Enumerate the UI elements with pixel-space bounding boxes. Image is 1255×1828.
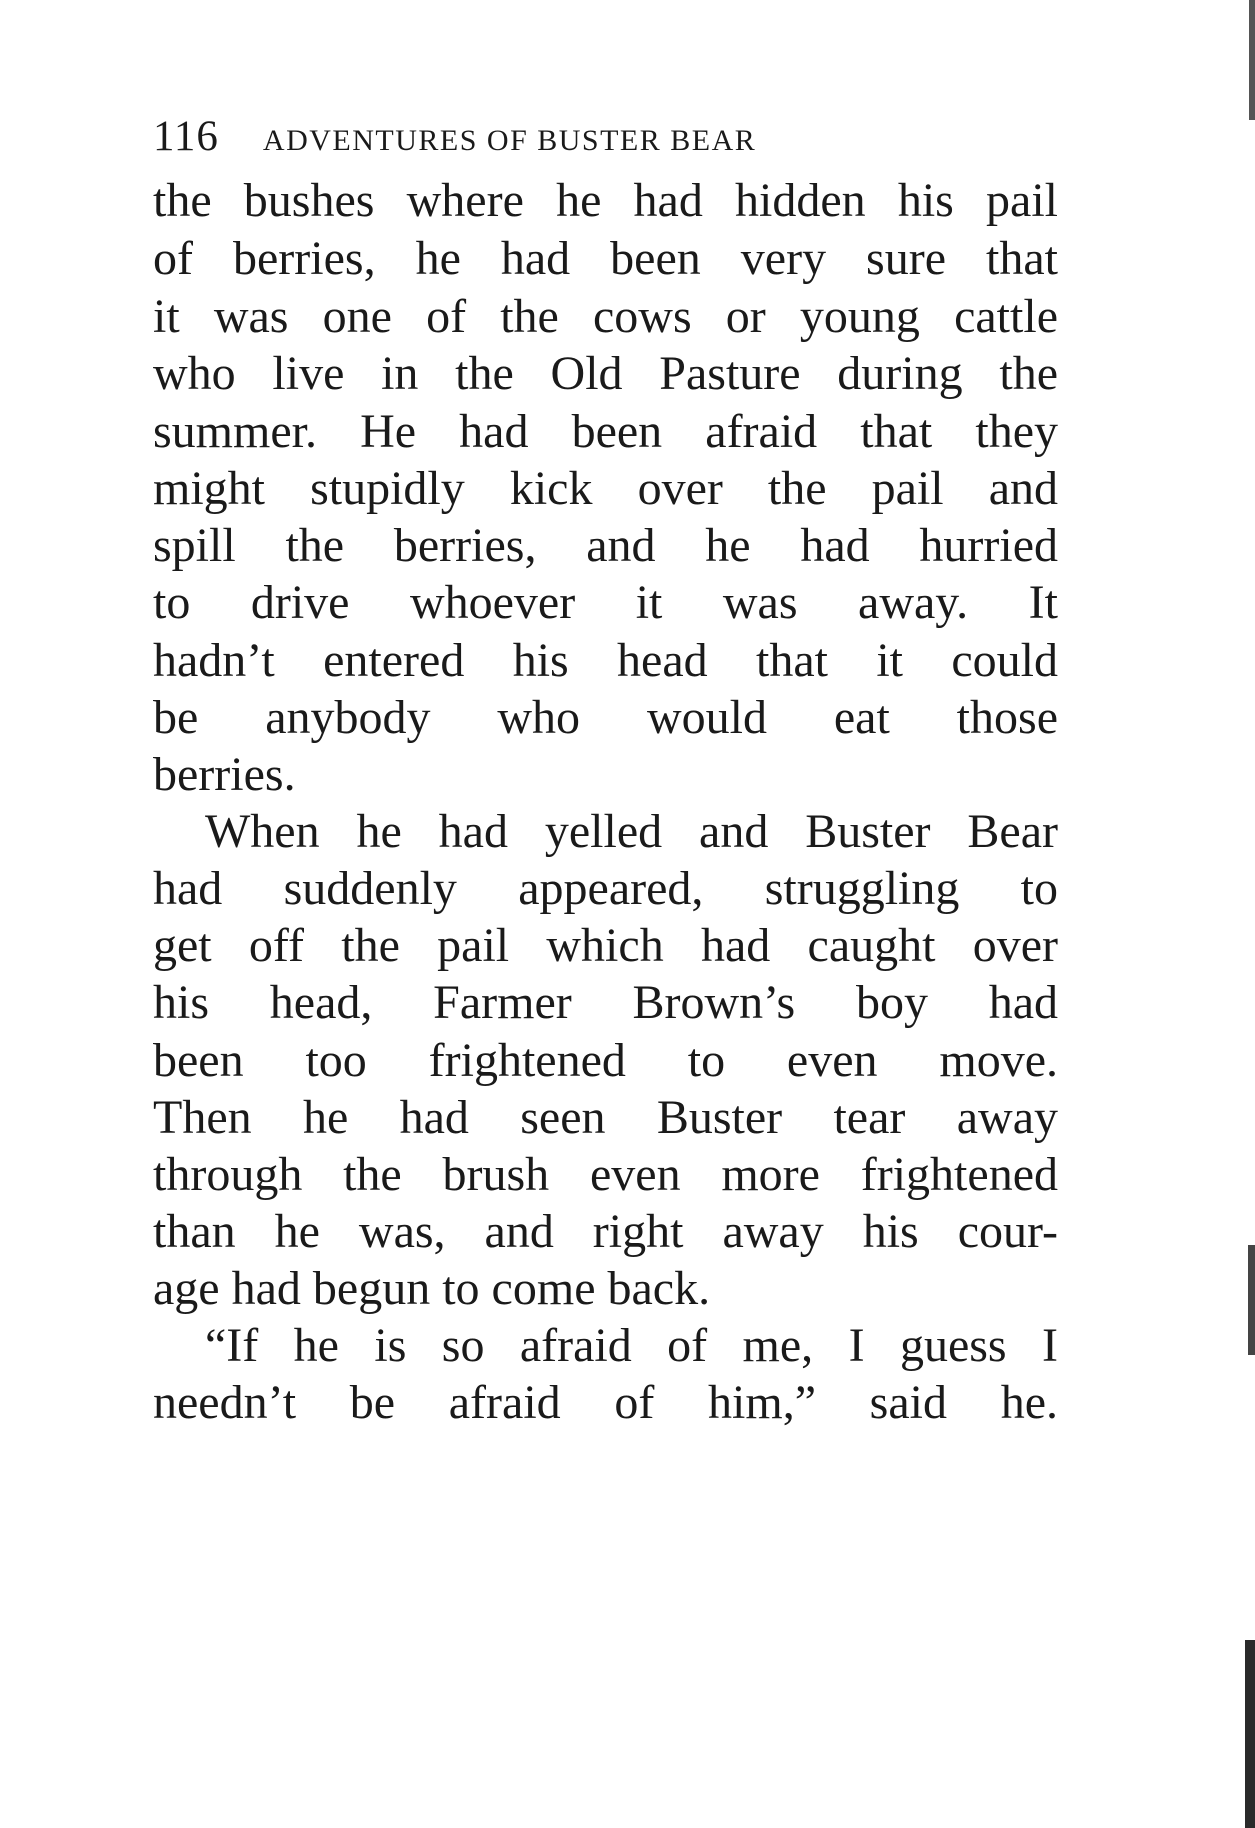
scan-edge-mark [1245, 1640, 1255, 1828]
text-line: age had begun to come back. [153, 1262, 711, 1315]
text-line: of berries, he had been very sure that [153, 232, 1058, 285]
text-line: had suddenly appeared, struggling to [153, 862, 1058, 915]
text-line: berries. [153, 748, 296, 801]
text-line: who live in the Old Pasture during the [153, 347, 1058, 400]
text-line: been too frightened to even move. [153, 1034, 1058, 1087]
book-title: ADVENTURES OF BUSTER BEAR [262, 124, 757, 157]
text-line: needn’t be afraid of him,” said he. [153, 1376, 1058, 1429]
text-line: Then he had seen Buster tear away [153, 1091, 1058, 1144]
text-line: the bushes where he had hidden his pail [153, 174, 1058, 227]
text-line: might stupidly kick over the pail and [153, 462, 1058, 515]
page-number: 116 [153, 113, 219, 160]
text-line: it was one of the cows or young cattle [153, 290, 1058, 343]
text-line: through the brush even more frightened [153, 1148, 1058, 1201]
text-line: “If he is so afraid of me, I guess I [205, 1319, 1058, 1372]
scan-edge-mark [1249, 0, 1255, 120]
scan-edge-mark [1248, 1245, 1255, 1355]
text-line: his head, Farmer Brown’s boy had [153, 976, 1058, 1029]
running-head [153, 112, 1053, 162]
text-line: spill the berries, and he had hurried [153, 519, 1058, 572]
text-line: be anybody who would eat those [153, 691, 1058, 744]
text-line: to drive whoever it was away. It [153, 576, 1058, 629]
text-line: summer. He had been afraid that they [153, 405, 1058, 458]
text-line: get off the pail which had caught over [153, 919, 1058, 972]
text-line: When he had yelled and Buster Bear [205, 805, 1058, 858]
text-line: than he was, and right away his cour- [153, 1205, 1058, 1258]
text-line: hadn’t entered his head that it could [153, 634, 1058, 687]
